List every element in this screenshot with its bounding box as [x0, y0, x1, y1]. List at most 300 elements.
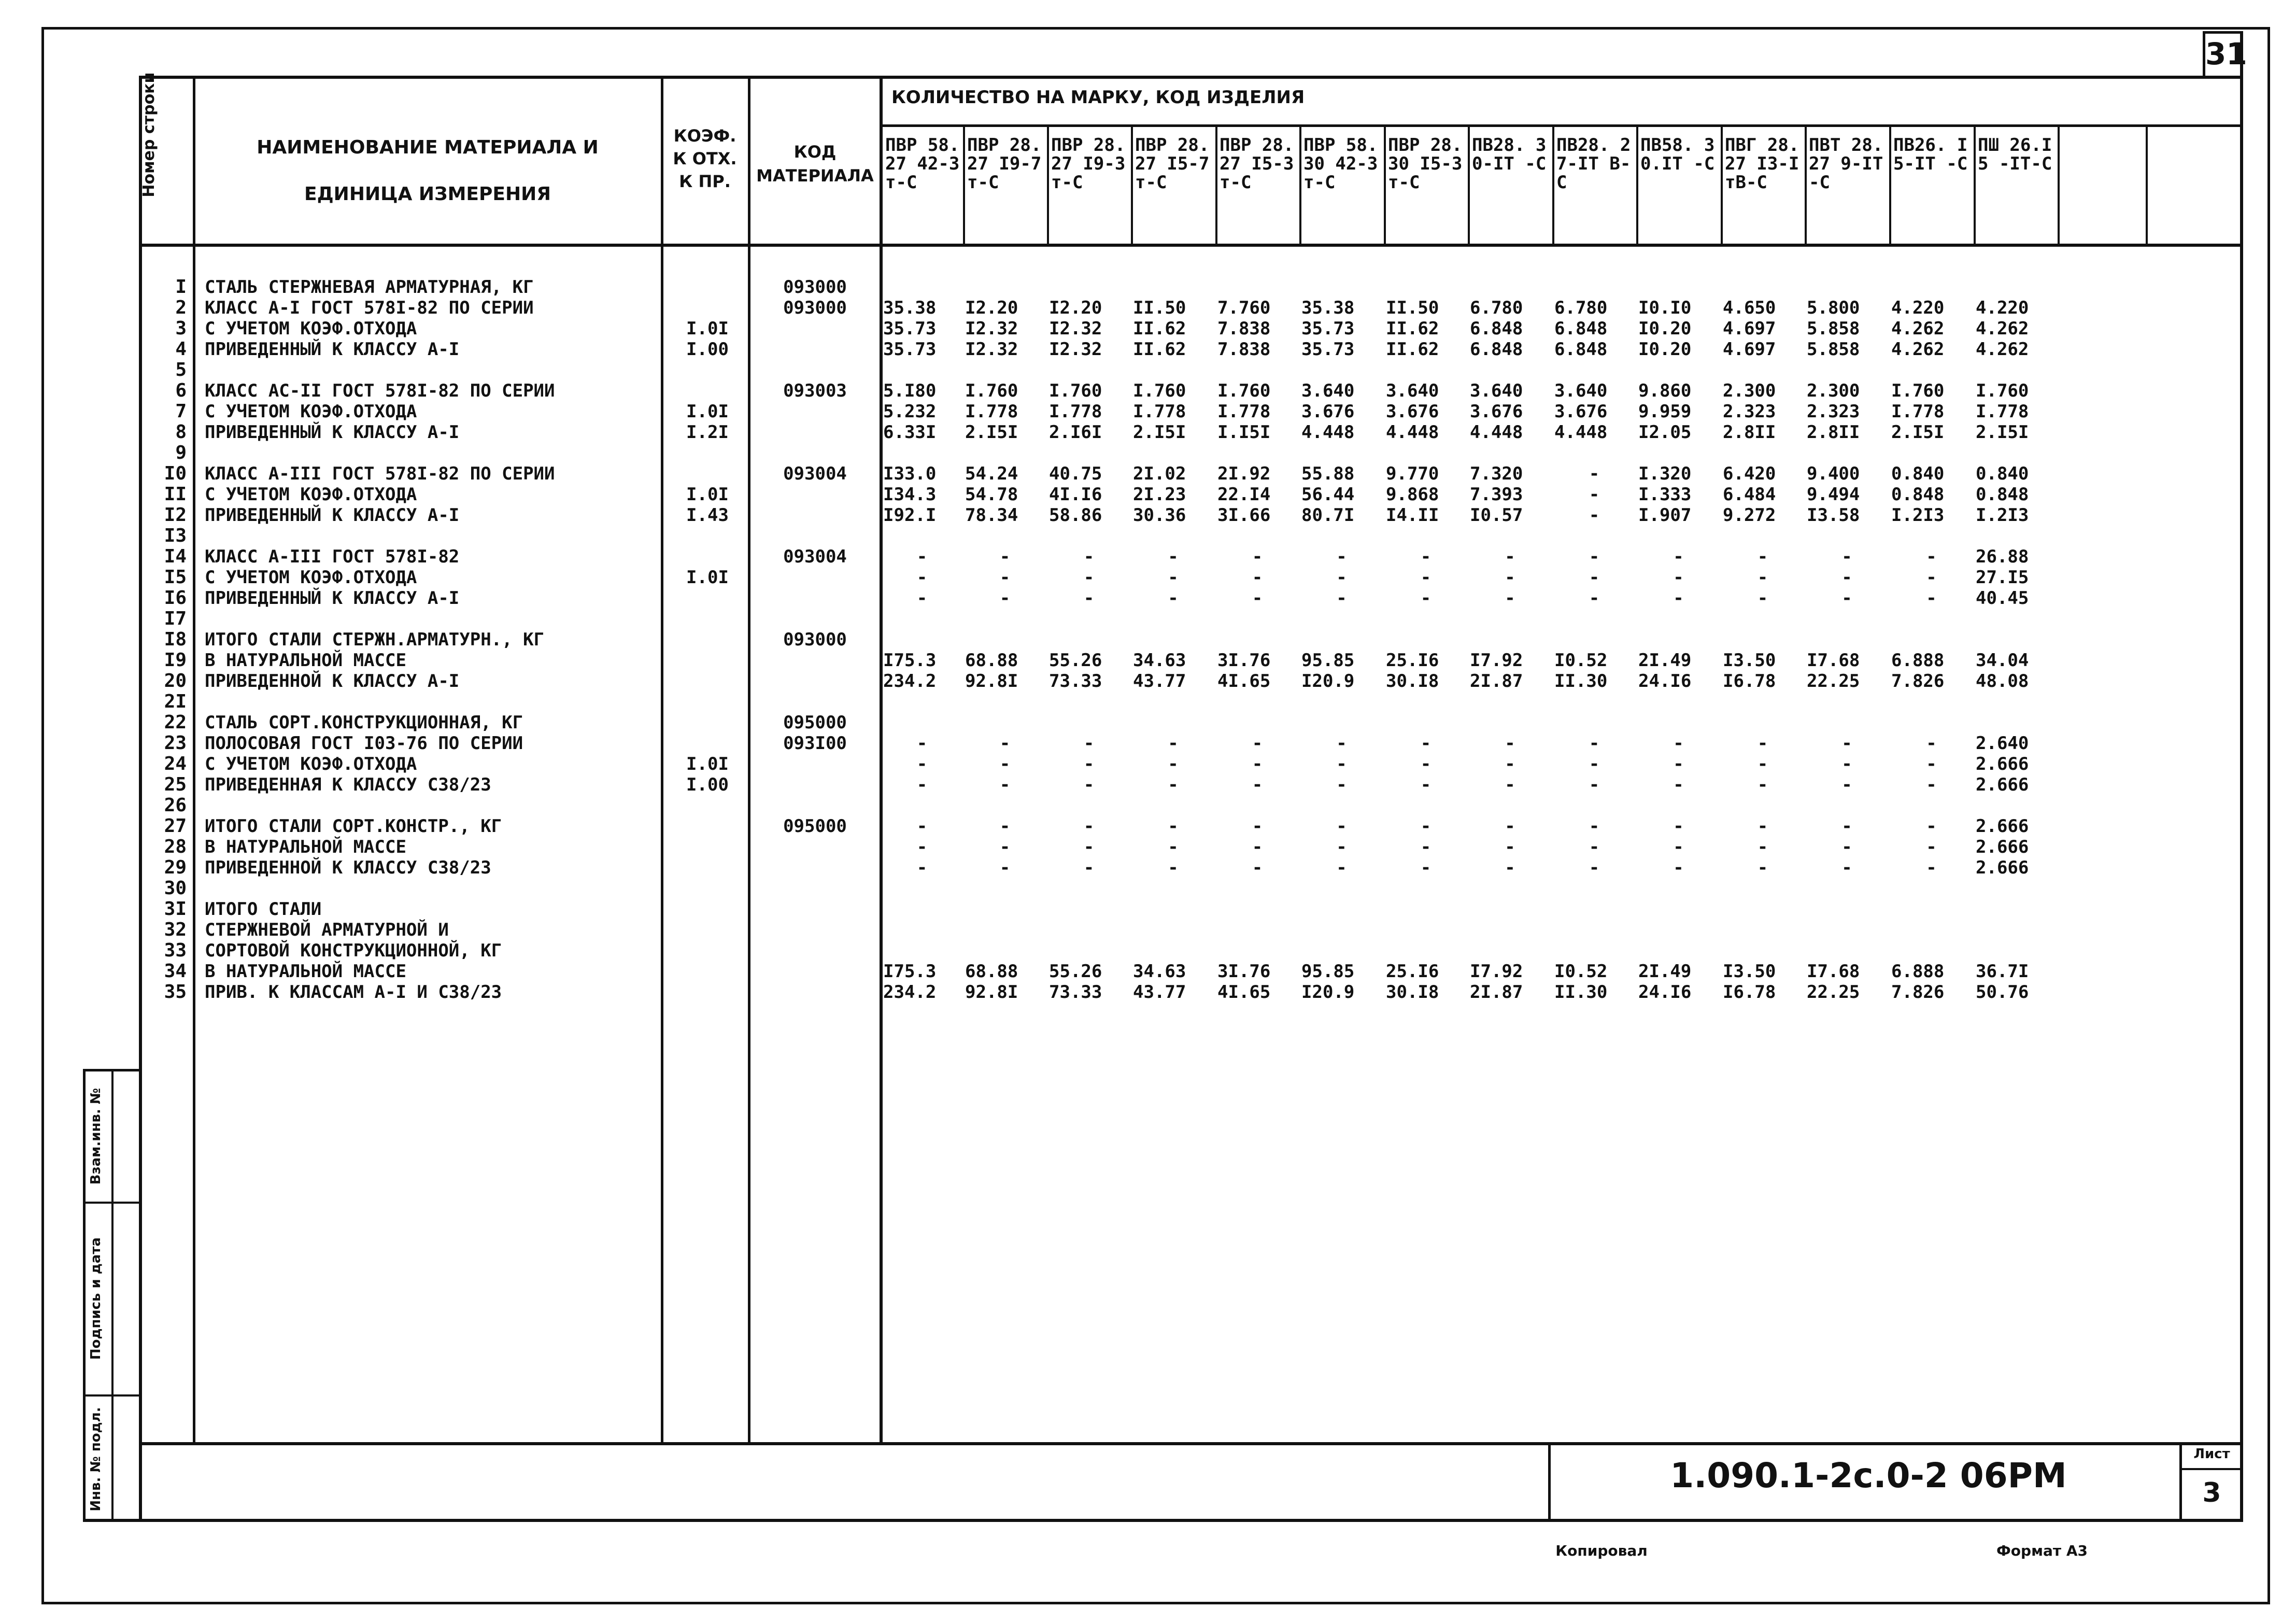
row-number-header: Номер строки — [140, 72, 158, 198]
product-column-header: ПВР 28.27 I5-3 т-С — [1220, 135, 1294, 193]
quantity-value: - — [1420, 733, 1432, 754]
col-line-2 — [661, 76, 663, 1444]
row-number: I2 — [164, 504, 187, 526]
quantity-value: - — [1083, 546, 1095, 567]
quantity-value: 35.73 — [883, 318, 937, 339]
quantity-value: - — [1168, 816, 1179, 837]
quantity-value: - — [1589, 774, 1600, 795]
quantity-value: I.778 — [1976, 401, 2029, 422]
quantity-value: I2.20 — [965, 298, 1018, 318]
quantity-value: 3.640 — [1386, 380, 1439, 401]
quantity-value: 35.38 — [1301, 298, 1355, 318]
quantity-value: - — [1252, 733, 1263, 754]
coefficient-value: I.0I — [686, 401, 729, 422]
quantity-value: 4I.65 — [1217, 982, 1271, 1003]
product-column-header: ПВР 58.27 42-3 т-С — [885, 135, 960, 193]
quantity-value: 2.666 — [1976, 837, 2029, 857]
quantity-value: 48.08 — [1976, 671, 2029, 692]
quantity-value: - — [1673, 588, 1684, 609]
quantity-value: - — [1926, 733, 1937, 754]
col-line-3 — [748, 76, 750, 1444]
quantity-value: 54.24 — [965, 463, 1018, 484]
quantity-value: - — [1252, 837, 1263, 857]
quantity-value: - — [1505, 816, 1515, 837]
stamp-left — [83, 1069, 86, 1522]
quantity-value: - — [1841, 754, 1852, 774]
material-name: ПРИВЕДЕННОЙ К КЛАССУ С38/23 — [205, 857, 491, 878]
quantity-value: II.30 — [1554, 671, 1608, 692]
quantity-value: - — [1252, 567, 1263, 588]
inner-frame-bottom — [83, 1519, 2243, 1522]
quantity-value: 2.300 — [1723, 380, 1776, 401]
quantity-value: 43.77 — [1133, 671, 1186, 692]
quantity-value: - — [1589, 505, 1600, 526]
material-name: КЛАСС А-III ГОСТ 578I-82 ПО СЕРИИ — [205, 463, 555, 484]
quantity-value: I.2I3 — [1976, 505, 2029, 526]
quantity-value: 6.33I — [883, 422, 937, 443]
sheet-number: 3 — [2202, 1477, 2221, 1508]
corner-box-top — [2203, 31, 2243, 34]
quantity-value: - — [1757, 567, 1768, 588]
quantity-value: 6.848 — [1470, 339, 1523, 360]
quantity-value: 4.448 — [1386, 422, 1439, 443]
quantity-value: - — [1252, 857, 1263, 878]
quantity-value: - — [1673, 733, 1684, 754]
quantity-value: 9.868 — [1386, 484, 1439, 505]
quantity-value: I.907 — [1638, 505, 1692, 526]
quantity-value: 92.8I — [965, 982, 1018, 1003]
material-code: 093I00 — [783, 733, 847, 754]
quantity-value: - — [1505, 857, 1515, 878]
quantity-value: - — [1926, 754, 1937, 774]
row-number: 3I — [164, 898, 187, 920]
coefficient-value: I.0I — [686, 318, 729, 339]
quantity-value: 7.838 — [1217, 339, 1271, 360]
quantity-value: 4.448 — [1301, 422, 1355, 443]
quantity-value: 2.8II — [1723, 422, 1776, 443]
quantity-value: - — [999, 837, 1011, 857]
product-col-line — [1384, 124, 1386, 245]
quantity-value: - — [1673, 857, 1684, 878]
quantity-value: - — [916, 837, 928, 857]
quantity-value: I3.50 — [1723, 650, 1776, 671]
quantity-value: - — [1673, 567, 1684, 588]
quantity-value: - — [999, 857, 1011, 878]
quantity-value: - — [916, 733, 928, 754]
quantity-value: 6.848 — [1554, 339, 1608, 360]
quantity-value: - — [1757, 816, 1768, 837]
quantity-value: 6.420 — [1723, 463, 1776, 484]
quantity-value: 2.I5I — [965, 422, 1018, 443]
quantity-value: I6.78 — [1723, 982, 1776, 1003]
quantity-value: II.62 — [1386, 339, 1439, 360]
copied-by: Копировал — [1555, 1542, 1648, 1559]
row-number: 27 — [164, 815, 187, 837]
quantity-value: - — [1589, 588, 1600, 609]
quantity-value: I.760 — [1049, 380, 1102, 401]
row-number: 6 — [175, 380, 187, 401]
quantity-value: 4.448 — [1470, 422, 1523, 443]
quantity-value: - — [1083, 567, 1095, 588]
quantity-value: 35.73 — [1301, 339, 1355, 360]
quantity-value: 2.666 — [1976, 816, 2029, 837]
quantity-value: - — [916, 588, 928, 609]
row-number: 23 — [164, 732, 187, 754]
row-number: I4 — [164, 546, 187, 567]
product-column-header: ПВ26. I5-IТ -С — [1893, 135, 1968, 174]
quantity-value: 2I.49 — [1638, 650, 1692, 671]
quantity-value: 4.262 — [1976, 318, 2029, 339]
quantity-value: 4.262 — [1891, 318, 1945, 339]
quantity-value: 2.666 — [1976, 754, 2029, 774]
quantity-value: II.50 — [1133, 298, 1186, 318]
quantity-value: - — [1505, 733, 1515, 754]
quantity-value: 2.640 — [1976, 733, 2029, 754]
quantity-value: 40.75 — [1049, 463, 1102, 484]
stamp-div-2 — [83, 1394, 142, 1397]
quantity-value: I0.20 — [1638, 318, 1692, 339]
coefficient-value: I.0I — [686, 567, 729, 588]
inner-frame-right — [2240, 31, 2243, 1522]
coefficient-value: I.00 — [686, 774, 729, 795]
quantity-value: 30.I8 — [1386, 982, 1439, 1003]
quantity-value: I34.3 — [883, 484, 937, 505]
quantity-value: I.778 — [1133, 401, 1186, 422]
quantity-value: - — [1673, 837, 1684, 857]
quantity-value: - — [1841, 837, 1852, 857]
quantity-value: I7.92 — [1470, 650, 1523, 671]
material-name: С УЧЕТОМ КОЭФ.ОТХОДА — [205, 484, 417, 505]
sheet-box-mid — [2179, 1468, 2243, 1470]
product-column-header: ПВР 28.27 I9-3 т-С — [1051, 135, 1126, 193]
quantity-value: 3.676 — [1554, 401, 1608, 422]
quantity-value: - — [1420, 754, 1432, 774]
body-bottom-line — [139, 1442, 2243, 1445]
quantity-value: - — [1336, 567, 1347, 588]
quantity-value: - — [1252, 774, 1263, 795]
sheet-label: Лист — [2193, 1446, 2230, 1462]
quantity-value: 50.76 — [1976, 982, 2029, 1003]
material-name-header: НАИМЕНОВАНИЕ МАТЕРИАЛА И ЕДИНИЦА ИЗМЕРЕНИЯ — [257, 137, 599, 205]
quantity-value: - — [1505, 588, 1515, 609]
row-number: 30 — [164, 878, 187, 899]
quantity-value: - — [1757, 588, 1768, 609]
material-name: КЛАСС А-III ГОСТ 578I-82 — [205, 546, 460, 567]
row-number: 33 — [164, 940, 187, 961]
product-column-header: ПВР 28.27 I5-7 т-С — [1135, 135, 1210, 193]
quantity-value: - — [1589, 816, 1600, 837]
quantity-value: 68.88 — [965, 650, 1018, 671]
quantity-value: 7.826 — [1891, 982, 1945, 1003]
quantity-value: 4.697 — [1723, 318, 1776, 339]
quantity-value: - — [1589, 857, 1600, 878]
quantity-value: I2.20 — [1049, 298, 1102, 318]
quantity-value: 2.666 — [1976, 857, 2029, 878]
material-name: В НАТУРАЛЬНОЙ МАССЕ — [205, 650, 406, 671]
quantity-value: I.I5I — [1217, 422, 1271, 443]
product-column-header: ПВР 28.30 I5-3 т-С — [1388, 135, 1463, 193]
quantity-value: - — [1168, 857, 1179, 878]
quantity-value: 3I.66 — [1217, 505, 1271, 526]
quantity-value: - — [1589, 837, 1600, 857]
quantity-value: 2.I5I — [1891, 422, 1945, 443]
row-number: II — [164, 484, 187, 505]
product-col-line — [1889, 124, 1891, 245]
material-name: СТЕРЖНЕВОЙ АРМАТУРНОЙ И — [205, 920, 449, 940]
material-code: 095000 — [783, 816, 847, 837]
row-number: 24 — [164, 753, 187, 774]
quantity-value: - — [999, 588, 1011, 609]
quantity-value: 9.959 — [1638, 401, 1692, 422]
outer-frame-left — [41, 27, 44, 1603]
quantity-value: - — [1336, 588, 1347, 609]
quantity-value: - — [1168, 567, 1179, 588]
row-number: 32 — [164, 919, 187, 940]
material-name: С УЧЕТОМ КОЭФ.ОТХОДА — [205, 318, 417, 339]
quantity-value: II.50 — [1386, 298, 1439, 318]
quantity-value: - — [1673, 546, 1684, 567]
quantity-value: 22.25 — [1807, 982, 1860, 1003]
quantity-value: II.30 — [1554, 982, 1608, 1003]
row-number: 5 — [175, 359, 187, 380]
quantity-value: 6.780 — [1470, 298, 1523, 318]
quantity-value: - — [1252, 816, 1263, 837]
quantity-value: - — [1505, 774, 1515, 795]
row-number: 3 — [175, 318, 187, 339]
quantity-value: - — [1841, 774, 1852, 795]
quantity-value: 2I.23 — [1133, 484, 1186, 505]
quantity-value: 4.220 — [1891, 298, 1945, 318]
quantity-value: 34.63 — [1133, 650, 1186, 671]
quantity-value: I.778 — [965, 401, 1018, 422]
quantity-value: - — [1168, 733, 1179, 754]
quantity-value: - — [1505, 754, 1515, 774]
quantity-value: 4.262 — [1891, 339, 1945, 360]
material-name: КЛАСС АС-II ГОСТ 578I-82 ПО СЕРИИ — [205, 380, 555, 401]
quantity-value: I33.0 — [883, 463, 937, 484]
quantity-value: 7.320 — [1470, 463, 1523, 484]
product-col-line — [1215, 124, 1217, 245]
quantity-value: 6.888 — [1891, 961, 1945, 982]
material-code: 093000 — [783, 277, 847, 298]
quantity-value: 0.848 — [1891, 484, 1945, 505]
quantity-header-line — [881, 124, 2243, 127]
quantity-value: I2.32 — [1049, 339, 1102, 360]
material-name: В НАТУРАЛЬНОЙ МАССЕ — [205, 837, 406, 857]
quantity-value: - — [916, 816, 928, 837]
quantity-header: КОЛИЧЕСТВО НА МАРКУ, КОД ИЗДЕЛИЯ — [891, 87, 1305, 108]
quantity-value: - — [1083, 733, 1095, 754]
quantity-value: - — [1420, 857, 1432, 878]
stamp-mid — [111, 1069, 114, 1522]
quantity-value: 30.I8 — [1386, 671, 1439, 692]
material-name: ИТОГО СТАЛИ СТЕРЖН.АРМАТУРН., КГ — [205, 629, 545, 650]
quantity-value: - — [1841, 567, 1852, 588]
product-col-line — [963, 124, 965, 245]
material-name: С УЧЕТОМ КОЭФ.ОТХОДА — [205, 754, 417, 774]
material-code: 093003 — [783, 380, 847, 401]
quantity-value: - — [1926, 546, 1937, 567]
quantity-value: I.333 — [1638, 484, 1692, 505]
quantity-value: 234.2 — [883, 982, 937, 1003]
row-number: I6 — [164, 587, 187, 609]
quantity-value: - — [1589, 754, 1600, 774]
quantity-value: 3.640 — [1554, 380, 1608, 401]
quantity-value: - — [1336, 774, 1347, 795]
quantity-value: I75.3 — [883, 961, 937, 982]
product-col-line — [2058, 124, 2060, 245]
coefficient-value: I.2I — [686, 422, 729, 443]
row-number: 8 — [175, 421, 187, 443]
quantity-value: I3.50 — [1723, 961, 1776, 982]
quantity-value: 24.I6 — [1638, 671, 1692, 692]
material-name: ПРИВЕДЕННОЙ К КЛАССУ А-I — [205, 671, 460, 692]
product-column-header: ПВГ 28.27 I3-I тВ-С — [1725, 135, 1799, 193]
quantity-value: 35.38 — [883, 298, 937, 318]
stamp-div-1 — [83, 1202, 142, 1204]
quantity-value: 4.220 — [1976, 298, 2029, 318]
quantity-value: 24.I6 — [1638, 982, 1692, 1003]
quantity-value: 3.640 — [1301, 380, 1355, 401]
quantity-value: 73.33 — [1049, 671, 1102, 692]
quantity-value: 2.I5I — [1976, 422, 2029, 443]
quantity-value: 35.73 — [1301, 318, 1355, 339]
quantity-value: - — [1420, 567, 1432, 588]
quantity-value: 2I.02 — [1133, 463, 1186, 484]
quantity-value: 0.840 — [1891, 463, 1945, 484]
quantity-value: - — [1589, 567, 1600, 588]
quantity-value: 3.676 — [1301, 401, 1355, 422]
quantity-value: 95.85 — [1301, 650, 1355, 671]
quantity-value: I.760 — [1133, 380, 1186, 401]
row-number: 35 — [164, 981, 187, 1003]
quantity-value: 55.88 — [1301, 463, 1355, 484]
row-number: I3 — [164, 525, 187, 546]
title-block-divider — [1548, 1442, 1551, 1522]
quantity-value: I0.20 — [1638, 339, 1692, 360]
quantity-value: 9.400 — [1807, 463, 1860, 484]
quantity-value: 2.300 — [1807, 380, 1860, 401]
quantity-value: - — [1420, 588, 1432, 609]
quantity-value: - — [1926, 816, 1937, 837]
quantity-value: - — [1252, 588, 1263, 609]
product-column-header: ПШ 26.I5 -IТ-С — [1978, 135, 2052, 174]
quantity-value: 5.232 — [883, 401, 937, 422]
quantity-value: - — [1420, 816, 1432, 837]
material-name: ПРИВЕДЕННЫЙ К КЛАССУ А-I — [205, 422, 460, 443]
outer-frame-bottom — [41, 1602, 2270, 1604]
quantity-value: I92.I — [883, 505, 937, 526]
material-code: 093000 — [783, 298, 847, 318]
quantity-value: 234.2 — [883, 671, 937, 692]
quantity-value: 25.I6 — [1386, 961, 1439, 982]
quantity-value: - — [1336, 816, 1347, 837]
row-number: 25 — [164, 774, 187, 795]
row-number: 20 — [164, 670, 187, 692]
quantity-value: I7.92 — [1470, 961, 1523, 982]
quantity-value: - — [1168, 546, 1179, 567]
row-number: 26 — [164, 795, 187, 816]
quantity-value: 30.36 — [1133, 505, 1186, 526]
quantity-value: - — [1926, 588, 1937, 609]
quantity-value: 3.676 — [1470, 401, 1523, 422]
quantity-value: - — [999, 546, 1011, 567]
quantity-value: I20.9 — [1301, 982, 1355, 1003]
product-column-header: ПВ28. 27-IТ В-С — [1556, 135, 1631, 193]
product-col-line — [1468, 124, 1470, 245]
quantity-value: I.778 — [1891, 401, 1945, 422]
product-col-line — [1636, 124, 1638, 245]
quantity-value: - — [1168, 588, 1179, 609]
quantity-value: 4.650 — [1723, 298, 1776, 318]
product-column-header: ПВР 58.30 42-3 т-С — [1303, 135, 1378, 193]
quantity-value: - — [1083, 816, 1095, 837]
quantity-value: 0.840 — [1976, 463, 2029, 484]
quantity-value: 2.666 — [1976, 774, 2029, 795]
quantity-value: - — [916, 567, 928, 588]
material-code: 095000 — [783, 712, 847, 733]
quantity-value: - — [916, 546, 928, 567]
quantity-value: 56.44 — [1301, 484, 1355, 505]
stamp-inv-number: Инв. № подл. — [88, 1407, 104, 1512]
quantity-value: 4I.65 — [1217, 671, 1271, 692]
quantity-value: - — [1420, 546, 1432, 567]
coefficient-value: I.43 — [686, 505, 729, 526]
quantity-value: 43.77 — [1133, 982, 1186, 1003]
row-number: I — [175, 276, 187, 298]
quantity-value: 0.848 — [1976, 484, 2029, 505]
quantity-value: 2I.87 — [1470, 671, 1523, 692]
quantity-value: I20.9 — [1301, 671, 1355, 692]
material-name: СОРТОВОЙ КОНСТРУКЦИОННОЙ, КГ — [205, 940, 502, 961]
quantity-value: - — [1926, 857, 1937, 878]
outer-frame-top — [41, 27, 2270, 30]
quantity-value: 68.88 — [965, 961, 1018, 982]
quantity-value: 34.63 — [1133, 961, 1186, 982]
outer-frame-right — [2267, 27, 2270, 1603]
quantity-value: - — [1589, 733, 1600, 754]
material-name: СТАЛЬ СОРТ.КОНСТРУКЦИОННАЯ, КГ — [205, 712, 523, 733]
quantity-value: - — [1589, 463, 1600, 484]
quantity-value: 5.858 — [1807, 318, 1860, 339]
quantity-value: - — [1505, 546, 1515, 567]
quantity-value: - — [916, 857, 928, 878]
row-number: I9 — [164, 650, 187, 671]
quantity-value: 35.73 — [883, 339, 937, 360]
quantity-value: - — [1757, 546, 1768, 567]
quantity-value: 26.88 — [1976, 546, 2029, 567]
material-name: С УЧЕТОМ КОЭФ.ОТХОДА — [205, 401, 417, 422]
quantity-value: 6.848 — [1470, 318, 1523, 339]
row-number: I0 — [164, 463, 187, 484]
quantity-value: - — [1336, 754, 1347, 774]
quantity-value: 22.I4 — [1217, 484, 1271, 505]
coefficient-header: КОЭФ. К ОТХ. К ПР. — [673, 126, 737, 191]
quantity-value: - — [1926, 774, 1937, 795]
quantity-value: 7.838 — [1217, 318, 1271, 339]
quantity-value: - — [1757, 754, 1768, 774]
quantity-value: I0.52 — [1554, 961, 1608, 982]
quantity-value: I3.58 — [1807, 505, 1860, 526]
quantity-value: 6.888 — [1891, 650, 1945, 671]
quantity-value: 54.78 — [965, 484, 1018, 505]
quantity-value: 92.8I — [965, 671, 1018, 692]
quantity-value: I.2I3 — [1891, 505, 1945, 526]
quantity-value: 80.7I — [1301, 505, 1355, 526]
quantity-value: 7.826 — [1891, 671, 1945, 692]
row-number: 4 — [175, 338, 187, 360]
quantity-value: 3I.76 — [1217, 650, 1271, 671]
